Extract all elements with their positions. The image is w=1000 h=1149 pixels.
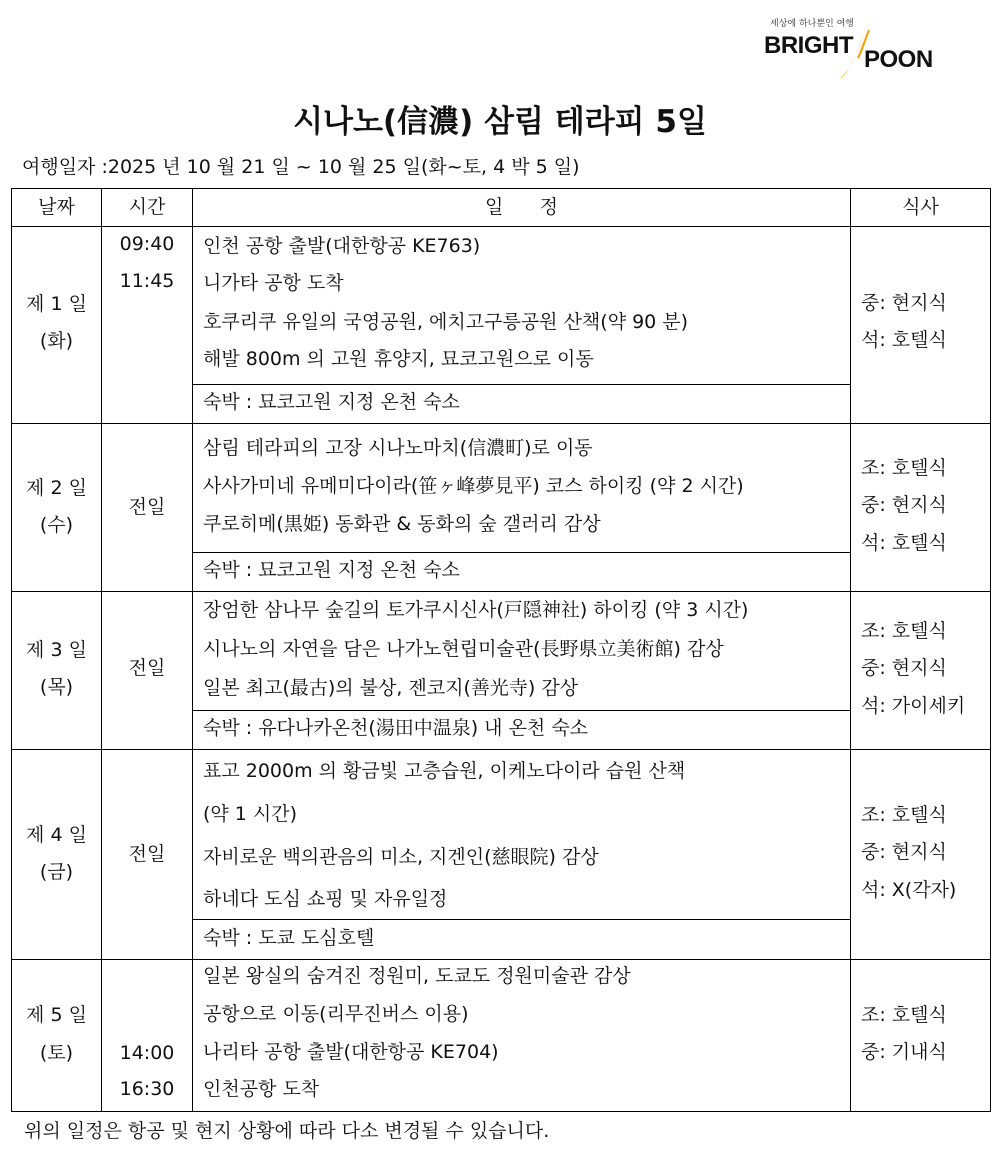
table-line bbox=[11, 959, 991, 960]
schedule-item: 하네다 도심 쇼핑 및 자유일정 bbox=[203, 888, 448, 910]
meal-item: 중: 현지식 bbox=[861, 292, 947, 314]
table-line bbox=[11, 226, 991, 227]
time-value: 11:45 bbox=[119, 270, 175, 292]
header-schedule: 일 정 bbox=[485, 196, 558, 218]
time-value: 전일 bbox=[128, 843, 166, 865]
logo-tagline: 세상에 하나뿐인 여행 bbox=[770, 19, 854, 29]
schedule-item: 호쿠리쿠 유일의 국영공원, 에치고구릉공원 산책(약 90 분) bbox=[203, 311, 689, 333]
meal-item: 조: 호텔식 bbox=[861, 804, 947, 826]
schedule-item: 삼림 테라피의 고장 시나노마치(信濃町)로 이동 bbox=[203, 437, 593, 459]
table-line bbox=[11, 591, 991, 592]
schedule-item: 공항으로 이동(리무진버스 이용) bbox=[203, 1003, 469, 1025]
stay-info: 숙박 : 유다나카온천(湯田中温泉) 내 온천 숙소 bbox=[203, 717, 589, 739]
stay-info: 숙박 : 도쿄 도심호텔 bbox=[203, 927, 375, 949]
schedule-item: 인천 공항 출발(대한항공 KE763) bbox=[203, 235, 481, 257]
meal-item: 중: 현지식 bbox=[861, 657, 947, 679]
meal-item: 석: X(각자) bbox=[861, 879, 957, 901]
header-day: 날짜 bbox=[38, 196, 75, 218]
table-line bbox=[990, 188, 991, 1112]
travel-dates: 여행일자 :2025 년 10 월 21 일 ~ 10 월 25 일(화~토, 4 박 5 일) bbox=[22, 156, 580, 178]
logo-word-bright: BRIGHT bbox=[764, 32, 853, 59]
table-line bbox=[850, 188, 851, 1112]
table-line bbox=[11, 188, 991, 189]
schedule-item: 일본 왕실의 숨겨진 정원미, 도쿄도 정원미술관 감상 bbox=[203, 965, 631, 987]
day-of-week: (금) bbox=[39, 861, 74, 883]
meal-item: 조: 호텔식 bbox=[861, 1004, 947, 1026]
meal-item: 조: 호텔식 bbox=[861, 457, 947, 479]
time-value: 전일 bbox=[128, 657, 166, 679]
table-line bbox=[192, 919, 850, 920]
time-value: 전일 bbox=[128, 496, 166, 518]
table-line bbox=[192, 384, 850, 385]
schedule-item: 나리타 공항 출발(대한항공 KE704) bbox=[203, 1041, 499, 1063]
schedule-item: 표고 2000m 의 황금빛 고층습원, 이케노다이라 습원 산책 bbox=[203, 760, 686, 782]
time-value: 16:30 bbox=[119, 1078, 175, 1100]
meal-item: 중: 현지식 bbox=[861, 841, 947, 863]
footnote: 위의 일정은 항공 및 현지 상황에 따라 다소 변경될 수 있습니다. bbox=[24, 1120, 550, 1142]
schedule-item: 자비로운 백의관음의 미소, 지겐인(慈眼院) 감상 bbox=[203, 846, 599, 868]
day-label: 제 2 일 bbox=[26, 477, 87, 499]
time-value: 09:40 bbox=[119, 233, 175, 255]
day-of-week: (화) bbox=[39, 330, 74, 352]
logo-word-poon: POON bbox=[864, 46, 933, 73]
schedule-item: 일본 최고(最古)의 불상, 젠코지(善光寺) 감상 bbox=[203, 677, 579, 699]
day-label: 제 3 일 bbox=[26, 639, 87, 661]
time-value: 14:00 bbox=[119, 1042, 175, 1064]
day-label: 제 4 일 bbox=[26, 824, 87, 846]
itinerary-table bbox=[11, 188, 991, 1112]
schedule-item: 쿠로히메(黒姫) 동화관 & 동화의 숲 갤러리 감상 bbox=[203, 513, 601, 535]
day-of-week: (수) bbox=[39, 514, 74, 536]
table-line bbox=[11, 749, 991, 750]
table-line bbox=[11, 423, 991, 424]
table-line bbox=[11, 1111, 991, 1112]
table-line bbox=[192, 552, 850, 553]
header-time: 시간 bbox=[128, 196, 166, 218]
day-label: 제 5 일 bbox=[26, 1004, 87, 1026]
day-of-week: (목) bbox=[39, 676, 74, 698]
page-title: 시나노(信濃) 삼림 테라피 5일 bbox=[293, 104, 707, 140]
table-line bbox=[101, 188, 102, 1112]
meal-item: 석: 호텔식 bbox=[861, 532, 947, 554]
table-line bbox=[192, 188, 193, 1112]
meal-item: 석: 호텔식 bbox=[861, 329, 947, 351]
schedule-item: 장엄한 삼나무 숲길의 토가쿠시신사(戸隠神社) 하이킹 (약 3 시간) bbox=[203, 599, 749, 621]
stay-info: 숙박 : 묘코고원 지정 온천 숙소 bbox=[203, 559, 460, 581]
meal-item: 조: 호텔식 bbox=[861, 620, 947, 642]
schedule-item: 사사가미네 유메미다이라(笹ヶ峰夢見平) 코스 하이킹 (약 2 시간) bbox=[203, 475, 744, 497]
day-label: 제 1 일 bbox=[26, 293, 87, 315]
stay-info: 숙박 : 묘코고원 지정 온천 숙소 bbox=[203, 391, 460, 413]
schedule-item: 해발 800m 의 고원 휴양지, 묘코고원으로 이동 bbox=[203, 348, 594, 370]
schedule-item: 시나노의 자연을 담은 나가노현립미술관(長野県立美術館) 감상 bbox=[203, 638, 724, 660]
meal-item: 중: 기내식 bbox=[861, 1041, 947, 1063]
brand-logo bbox=[762, 16, 962, 78]
schedule-item: (약 1 시간) bbox=[203, 803, 298, 825]
table-line bbox=[192, 710, 850, 711]
day-of-week: (토) bbox=[39, 1042, 74, 1064]
header-meal: 식사 bbox=[902, 196, 939, 218]
schedule-item: 니가타 공항 도착 bbox=[203, 272, 344, 294]
meal-item: 중: 현지식 bbox=[861, 494, 947, 516]
meal-item: 석: 가이세키 bbox=[861, 695, 966, 717]
schedule-item: 인천공항 도착 bbox=[203, 1078, 320, 1100]
